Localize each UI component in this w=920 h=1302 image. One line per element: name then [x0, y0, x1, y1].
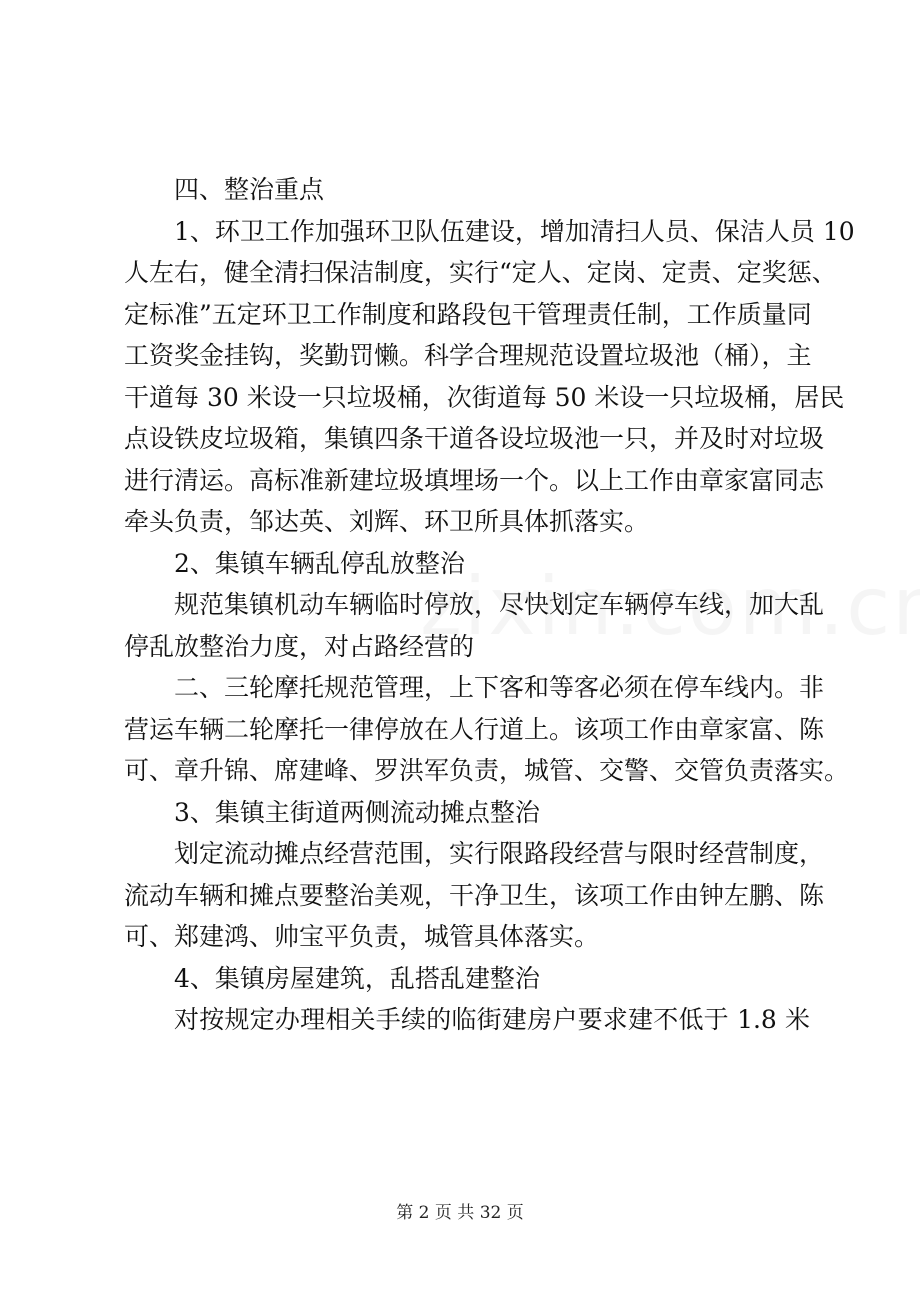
page-footer: 第 2 页 共 32 页: [396, 1203, 524, 1223]
paragraph-line: 牵头负责，邹达英、刘辉、环卫所具体抓落实。: [124, 507, 650, 536]
paragraph-line: 1、环卫工作加强环卫队伍建设，增加清扫人员、保洁人员 10: [174, 216, 855, 246]
subsection-heading: 3、集镇主街道两侧流动摊点整治: [174, 797, 540, 827]
paragraph-line: 停乱放整治力度，对占路经营的: [124, 631, 475, 661]
paragraph-line: 流动车辆和摊点要整治美观，干净卫生，该项工作由钟左鹏、陈: [124, 880, 825, 910]
paragraph-line: 二、三轮摩托规范管理，上下客和等客必须在停车线内。非: [174, 673, 825, 702]
document-body: [124, 170, 855, 1042]
paragraph-line: 可、章升锦、席建峰、罗洪军负责，城管、交警、交管负责落实。: [124, 756, 850, 785]
paragraph-line: 营运车辆二轮摩托一律停放在人行道上。该项工作由章家富、陈: [124, 714, 825, 744]
paragraph-line: 划定流动摊点经营范围，实行限路段经营与限时经营制度，: [174, 839, 825, 868]
paragraph-line: 可、郑建鸿、帅宝平负责，城管具体落实。: [124, 922, 600, 951]
paragraph-line: 规范集镇机动车辆临时停放，尽快划定车辆停车线，加大乱: [174, 590, 825, 619]
paragraph-line: 进行清运。高标准新建垃圾填埋场一个。以上工作由章家富同志: [124, 465, 825, 495]
paragraph-line: 干道每 30 米设一只垃圾桶，次街道每 50 米设一只垃圾桶，居民: [124, 382, 845, 412]
paragraph-line: 点设铁皮垃圾箱，集镇四条干道各设垃圾池一只，并及时对垃圾: [124, 424, 825, 453]
subsection-heading: 2、集镇车辆乱停乱放整治: [174, 548, 465, 578]
paragraph-line: 对按规定办理相关手续的临街建房户要求建不低于 1.8 米: [174, 1005, 810, 1034]
section-heading: 四、整治重点: [174, 175, 325, 204]
paragraph-line: 定标准”五定环卫工作制度和路段包干管理责任制，工作质量同: [124, 299, 812, 329]
paragraph-line: 工资奖金挂钩，奖勤罚懒。科学合理规范设置垃圾池（桶），主: [124, 341, 812, 370]
paragraph-line: 人左右，健全清扫保洁制度，实行“定人、定岗、定责、定奖惩、: [124, 258, 837, 287]
subsection-heading: 4、集镇房屋建筑，乱搭乱建整治: [174, 963, 540, 993]
